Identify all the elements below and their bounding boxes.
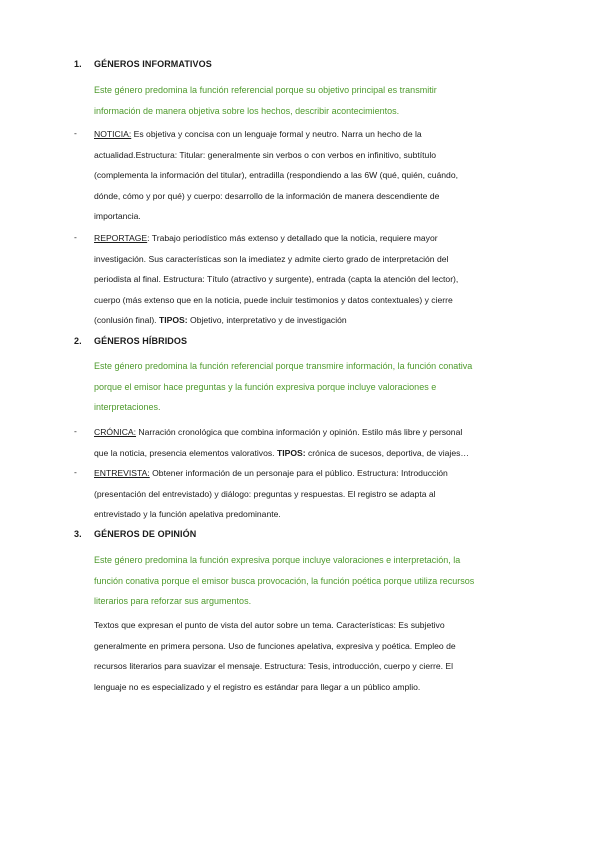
intro-line: Este género predomina la función referencial porque transmire información, la función conativa — [94, 361, 473, 371]
item-noticia: NOTICIA: Es objetiva y concisa con un lenguaje formal y neutro. Narra un hecho de la actualidad.Estructura: Titular: generalmente sin verbos o con verbos en infinitivo, subtítulo (complementa la información del titular), entradilla (respondiendo a las 6W (qué, quién, cuándo, dónde, cómo y por qué) y cuerpo: desarrollo de la información de manera descendiente de importancia. — [94, 124, 526, 227]
section-number: 2. — [74, 336, 82, 346]
term-cronica: CRÓNICA: — [94, 427, 137, 437]
para-line: (complementa la información del titular), entradilla (respondiendo a las 6W (qué, quién, cuándo, — [94, 170, 459, 180]
term-reportage: REPORTAGE — [94, 233, 148, 243]
para-line: Textos que expresan el punto de vista del autor sobre un tema. Características: Es subjetivo — [94, 620, 445, 630]
section-title: GÉNEROS INFORMATIVOS — [94, 59, 212, 69]
bullet-dash: - — [74, 128, 77, 138]
tipos-label: TIPOS: — [158, 315, 188, 325]
para-line: actualidad.Estructura: Titular: generalmente sin verbos o con verbos en infinitivo, subtítulo — [94, 149, 437, 160]
para-line: importancia. — [94, 211, 141, 221]
section-heading-2 — [74, 336, 187, 346]
para-line: entrevistado y la función apelativa predominante. — [94, 509, 281, 519]
para-line: periodista al final. Estructura: Título (atractivo y surgente), entrada (capta la atención del lector), — [94, 274, 459, 284]
intro-line: Este género predomina la función referencial porque su objetivo principal es transmitir — [94, 85, 437, 95]
term-noticia: NOTICIA: — [94, 129, 132, 139]
para-line: recursos literarios para suavizar el mensaje. Estructura: Tesis, introducción, cuerpo y cierre. El — [94, 661, 454, 671]
para-line: generalmente en primera persona. Uso de funciones apelativa, expresiva y poética. Empleo de — [94, 640, 456, 651]
opinion-body — [94, 615, 526, 697]
intro-line: interpretaciones. — [94, 402, 161, 412]
para-line: (presentación del entrevistado) y diálogo: preguntas y respuestas. El registro se adapta al — [94, 488, 436, 499]
para-line: investigación. Sus características son la imediatez y admite cierto grado de interpretación del — [94, 253, 449, 264]
bullet-dash: - — [74, 467, 77, 477]
intro-line: porque el emisor hace preguntas y la función expresiva porque incluye valoraciones e — [94, 381, 437, 392]
intro-line: Este género predomina la función expresiva porque incluye valoraciones e interpretación, la — [94, 555, 461, 565]
intro-line: literarios para reforzar sus argumentos. — [94, 596, 252, 606]
section-number: 3. — [74, 529, 82, 539]
term-entrevista: ENTREVISTA: — [94, 468, 150, 478]
tipos-label: TIPOS: — [276, 447, 306, 458]
bullet-dash: - — [74, 426, 77, 436]
item-entrevista: ENTREVISTA: Obtener información de un personaje para el público. Estructura: Introducción (presentación del entrevistado) y diálogo: preguntas y respuestas. El registro se adapta al entrevistado y la función apelativa predominante. — [94, 463, 526, 525]
para-line: dónde, cómo y por qué) y cuerpo: desarrollo de la información de manera descendiente de — [94, 190, 440, 201]
section-heading-1 — [74, 59, 212, 69]
section-intro-1 — [94, 80, 524, 121]
section-title: GÉNEROS HÍBRIDOS — [94, 336, 188, 346]
intro-line: información de manera objetiva sobre los hechos, describir acontecimientos. — [94, 105, 400, 116]
para-line: cuerpo (más extenso que en la noticia, puede incluir testimonios y datos contextuales) y cierre — [94, 294, 453, 305]
para-line: lenguaje no es especializado y el registro es estándar para llegar a un público amplio. — [94, 681, 421, 692]
section-intro-3 — [94, 550, 524, 612]
item-cronica: CRÓNICA: Narración cronológica que combina información y opinión. Estilo más libre y personal que la noticia, presencia elementos valorativos. TIPOS: crónica de sucesos, deportiva, de viajes… — [94, 427, 469, 458]
section-intro-2 — [94, 356, 524, 418]
item-reportage: REPORTAGE: Trabajo periodístico más extenso y detallado que la noticia, requiere mayor investigación. Sus características son la imediatez y admite cierto grado de interpretación del periodista al final. Estructura: Título (atractivo y surgente), entrada (capta la atención del lector), cuerpo (más extenso que en la noticia, puede incluir testimonios y datos contextuales) y cierre (conlusión final). TIPOS: Objetivo, interpretativo y de investigación — [94, 228, 526, 331]
intro-line: función conativa porque el emisor busca provocación, la función poética porque utiliza recursos — [94, 575, 475, 586]
section-number: 1. — [74, 59, 82, 69]
section-title: GÉNEROS DE OPINIÓN — [94, 529, 197, 539]
bullet-dash: - — [74, 232, 77, 242]
section-heading-3 — [74, 529, 196, 539]
